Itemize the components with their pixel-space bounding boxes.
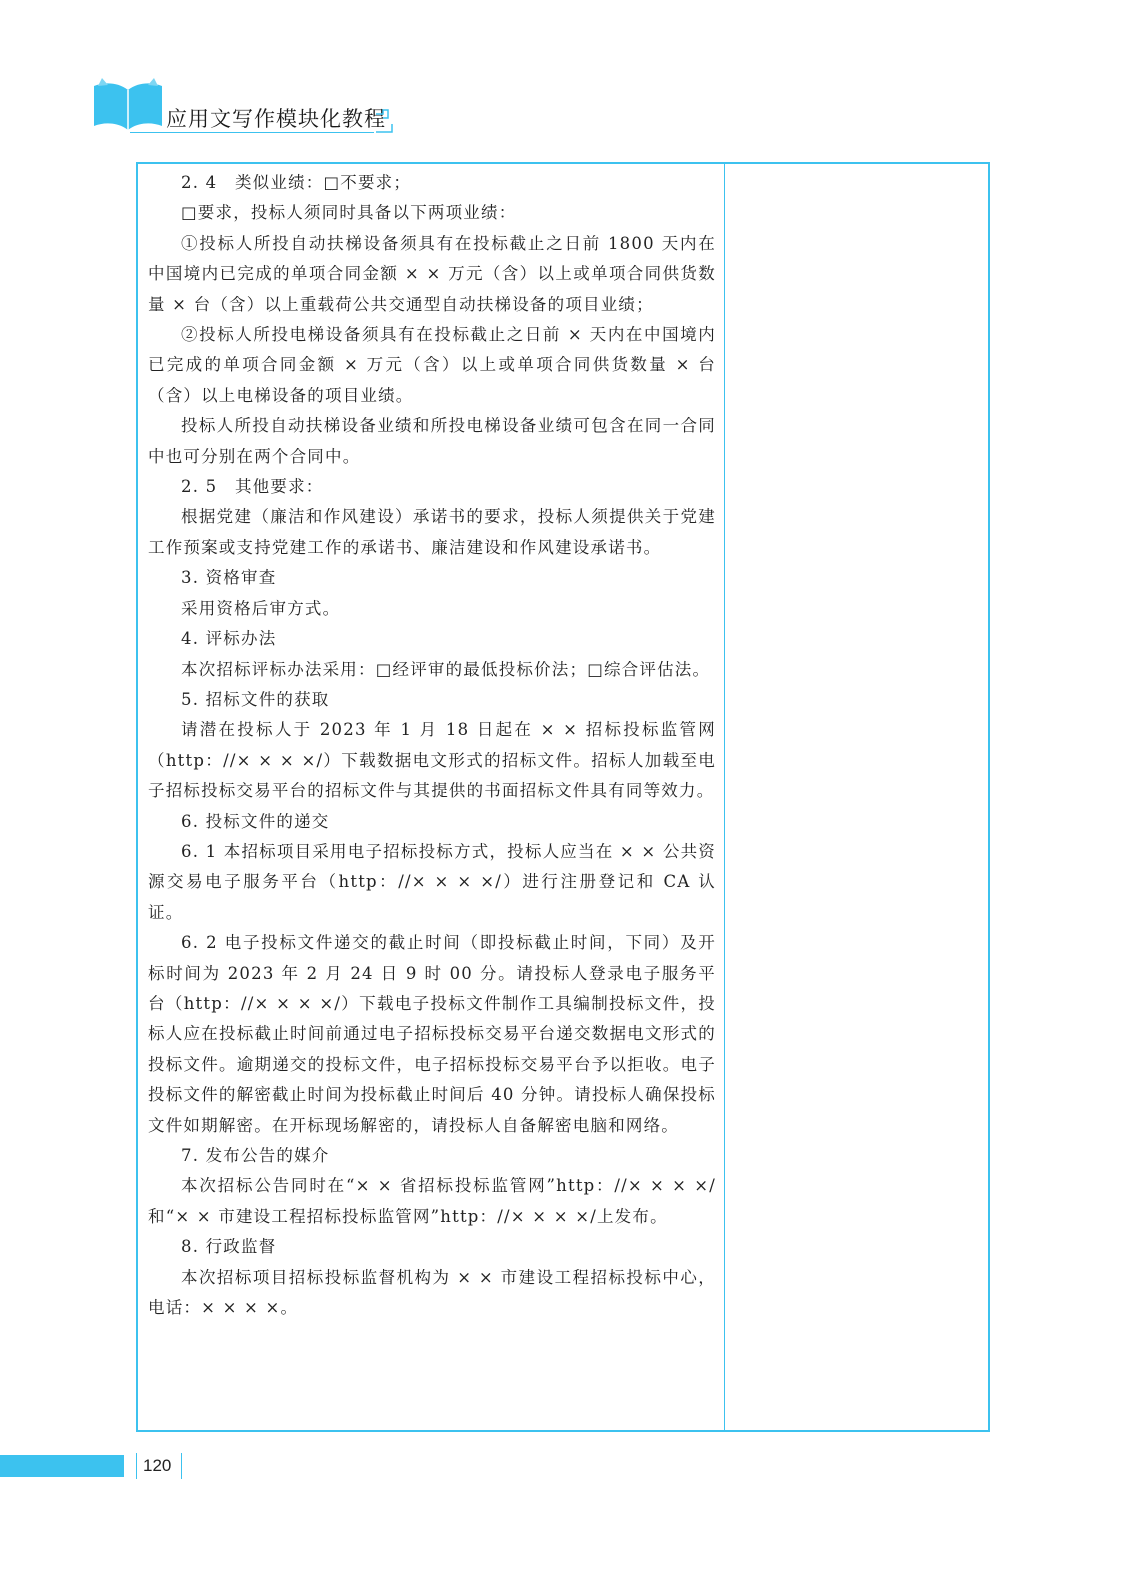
paragraph-other-requirements: 根据党建（廉洁和作风建设）承诺书的要求，投标人须提供关于党建工作预案或支持党建工作的承诺书、廉洁建设和作风建设承诺书。 xyxy=(148,507,716,557)
footer-divider-right xyxy=(181,1453,182,1479)
paragraph-6-1: 6. 1 本招标项目采用电子招标投标方式，投标人应当在 × × 公共资源交易电子服务平台（http：//× × × ×/）进行注册登记和 CA 认证。 xyxy=(148,841,716,922)
title-underline xyxy=(130,132,374,133)
book-title: 应用文写作模块化教程 xyxy=(166,107,386,131)
heading-publication-media: 7. 发布公告的媒介 xyxy=(181,1146,330,1165)
heading-qualification-review: 3. 资格审查 xyxy=(181,568,277,588)
footer-color-bar xyxy=(0,1455,124,1477)
open-book-icon xyxy=(92,76,164,132)
paragraph-2-5: 2. 5 其他要求： xyxy=(181,477,324,497)
paragraph-requirement: □要求，投标人须同时具备以下两项业绩： xyxy=(181,203,517,223)
paragraph-administrative-supervision: 本次招标项目招标投标监督机构为 × × 市建设工程招标投标中心，电话：× × × ×。 xyxy=(148,1267,716,1318)
heading-submit-bids: 6. 投标文件的递交 xyxy=(181,811,330,831)
paragraph-obtain-documents: 请潜在投标人于 2023 年 1 月 18 日起在 × × 招标投标监管网（http：//× × × ×/）下载数据电文形式的招标文件。招标人加载至电子招标投标交易平台的招标文件与其提供的书面招标文件具有同等效力。 xyxy=(148,720,716,801)
footer-divider-left xyxy=(136,1453,137,1479)
paragraph-qualification-method: 采用资格后审方式。 xyxy=(181,598,341,618)
heading-obtain-documents: 5. 招标文件的获取 xyxy=(181,689,330,709)
paragraph-item-1: ①投标人所投自动扶梯设备须具有在投标截止之日前 1800 天内在中国境内已完成的单项合同金额 × × 万元（含）以上或单项合同供货数量 × 台（含）以上重载荷公共交通型自动扶梯设备的项目业绩； xyxy=(148,233,716,314)
page-header xyxy=(0,0,1127,150)
paragraph-6-2: 6. 2 电子投标文件递交的截止时间（即投标截止时间，下同）及开标时间为 2023 年 2 月 24 日 9 时 00 分。请投标人登录电子服务平台（http：//× × × ×/）下载电子投标文件制作工具编制投标文件，投标人应在投标截止时间前通过电子招标投标交易平台递交数据电文形式的投标文件。逾期递交的投标文件，电子招标投标交易平台予以拒收。电子投标文件的解密截止时间为投标截止时间后 40 分钟。请投标人确保投标文件如期解密。在开标现场解密的，请投标人自备解密电脑和网络。 xyxy=(148,933,716,1135)
paragraph-publication-media: 本次招标公告同时在“× × 省招标投标监管网”http：//× × × ×/和“× × 市建设工程招标投标监管网”http：//× × × ×/上发布。 xyxy=(148,1176,716,1226)
page-number: 120 xyxy=(143,1456,172,1475)
main-text xyxy=(148,168,716,1323)
paragraph-2-4: 2. 4 类似业绩：□不要求； xyxy=(181,173,412,192)
heading-evaluation-method: 4. 评标办法 xyxy=(181,629,277,649)
heading-administrative-supervision: 8. 行政监督 xyxy=(181,1237,277,1257)
margin-column-divider xyxy=(724,162,725,1432)
paragraph-evaluation-method: 本次招标评标办法采用：□经评审的最低投标价法；□综合评估法。 xyxy=(181,659,711,679)
paragraph-performance-note: 投标人所投自动扶梯设备业绩和所投电梯设备业绩可包含在同一合同中也可分别在两个合同中。 xyxy=(148,416,716,466)
paragraph-item-2: ②投标人所投电梯设备须具有在投标截止之日前 × 天内在中国境内已完成的单项合同金额 × 万元（含）以上或单项合同供货数量 × 台（含）以上电梯设备的项目业绩。 xyxy=(148,325,716,405)
title-bracket-decoration xyxy=(374,106,396,136)
